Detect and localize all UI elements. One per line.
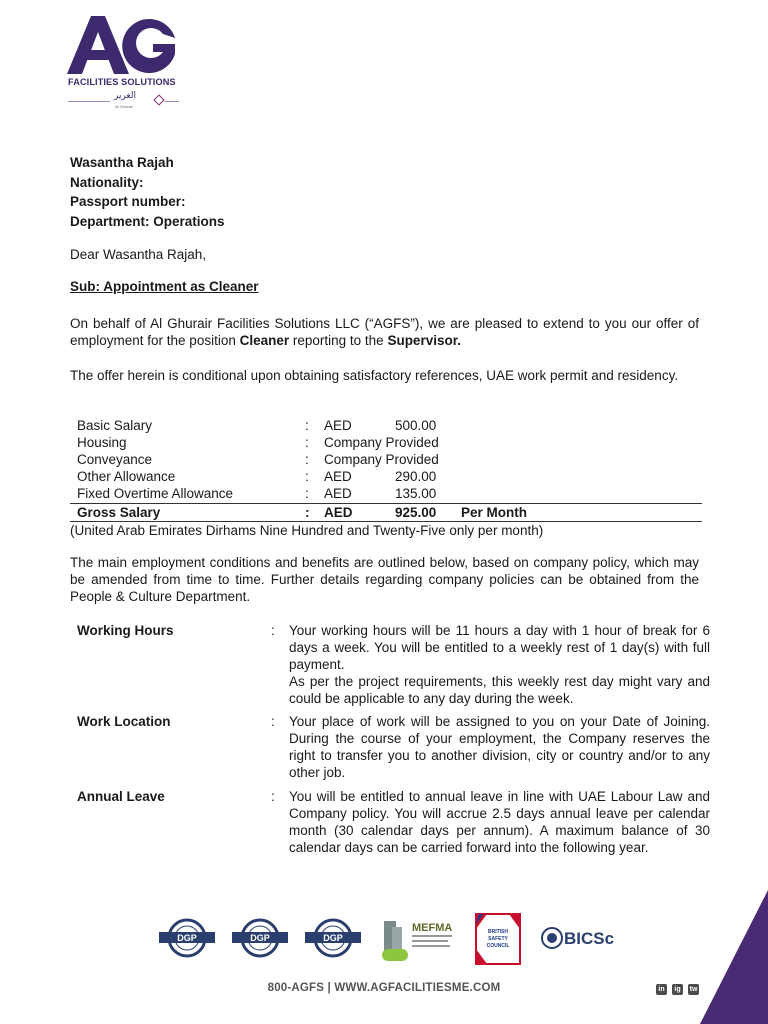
logo-tagline: FACILITIES SOLUTIONS bbox=[68, 77, 176, 87]
section-text bbox=[289, 622, 710, 707]
salary-label: Other Allowance bbox=[77, 469, 176, 484]
salary-row bbox=[70, 485, 702, 502]
conditions-intro: The main employment conditions and benefits are outlined below, based on company policy, which may be amended from time to time. Further details regarding company policies can be obtained from the People & Culture Department. bbox=[70, 555, 699, 604]
salary-currency: AED bbox=[324, 469, 352, 484]
ag-logo-mark bbox=[67, 14, 179, 76]
svg-text:MEFMA: MEFMA bbox=[412, 922, 453, 934]
conditional-paragraph: The offer herein is conditional upon obtaining satisfactory references, UAE work permit and residency. bbox=[70, 368, 679, 383]
salary-currency: Company Provided bbox=[324, 435, 439, 450]
svg-text:BICSc: BICSc bbox=[564, 929, 615, 948]
salary-row bbox=[70, 417, 702, 434]
section-text: You will be entitled to annual leave in line with UAE Labour Law and Company policy. You will accrue 2.5 days annual leave per calendar month (30 calendar days per annum). A maximum balance of 30 calendar days can be carried forward into the following year. bbox=[289, 789, 710, 855]
intro-text-middle: reporting to the bbox=[289, 333, 388, 348]
section-text-part1: Your working hours will be 11 hours a day with 1 hour of break for 6 days a week. You will be entitled to a weekly rest of 1 day(s) with full payment. bbox=[289, 623, 710, 672]
department-label: Department: Operations bbox=[70, 213, 225, 229]
dgp-iso-9001-badge bbox=[157, 917, 217, 959]
linkedin-icon[interactable]: in bbox=[656, 984, 667, 995]
salary-sep: : bbox=[305, 452, 309, 467]
footer-contact: 800-AGFS | WWW.AGFACILITIESME.COM bbox=[267, 982, 501, 994]
gross-label: Gross Salary bbox=[77, 505, 161, 520]
british-safety-council-badge bbox=[475, 913, 521, 965]
logo-arabic-text: الغرير bbox=[114, 91, 137, 101]
mefma-badge bbox=[378, 913, 460, 965]
salary-label: Conveyance bbox=[77, 452, 153, 467]
svg-text:DGP: DGP bbox=[177, 933, 197, 943]
salary-currency: AED bbox=[324, 418, 352, 433]
salary-currency: Company Provided bbox=[324, 452, 439, 467]
position-title: Cleaner bbox=[239, 333, 290, 348]
gross-sep: : bbox=[305, 505, 310, 520]
salary-sep: : bbox=[305, 435, 309, 450]
logo-brand-small: Al Ghurair bbox=[115, 104, 134, 109]
dgp-iso-45001-badge bbox=[303, 917, 363, 959]
supervisor-title: Supervisor bbox=[387, 333, 458, 348]
section-sep: : bbox=[271, 714, 275, 729]
bicsc-badge bbox=[540, 923, 622, 953]
gross-period: Per Month bbox=[461, 505, 527, 520]
section-label: Annual Leave bbox=[77, 789, 165, 804]
salary-sep: : bbox=[305, 418, 309, 433]
svg-text:COUNCIL: COUNCIL bbox=[486, 943, 510, 949]
gross-salary-row bbox=[70, 504, 702, 521]
intro-period: . bbox=[457, 333, 461, 348]
salary-row bbox=[70, 434, 702, 451]
section-text-part2: As per the project requirements, this weekly rest day might vary and could be applicable to any day during the week. bbox=[289, 674, 710, 706]
recipient-block bbox=[70, 153, 225, 231]
greeting: Dear Wasantha Rajah, bbox=[70, 247, 207, 262]
svg-text:DGP: DGP bbox=[323, 933, 343, 943]
svg-text:DGP: DGP bbox=[250, 933, 270, 943]
salary-amount: 290.00 bbox=[395, 469, 437, 484]
nationality-label: Nationality: bbox=[70, 174, 144, 190]
svg-text:SAFETY: SAFETY bbox=[488, 936, 508, 942]
salary-sep: : bbox=[305, 469, 309, 484]
salary-amount: 500.00 bbox=[395, 418, 437, 433]
svg-text:BRITISH: BRITISH bbox=[488, 929, 508, 935]
dgp-iso-14001-badge bbox=[230, 917, 290, 959]
subject-line: Sub: Appointment as Cleaner bbox=[70, 279, 259, 294]
section-label: Working Hours bbox=[77, 623, 174, 638]
salary-row bbox=[70, 468, 702, 485]
salary-currency: AED bbox=[324, 486, 352, 501]
section-text: Your place of work will be assigned to you on your Date of Joining. During the course of your employment, the Company reserves the right to transfer you to another division, city or country and/or to any other job. bbox=[289, 714, 710, 780]
gross-currency: AED bbox=[324, 505, 353, 520]
gross-amount: 925.00 bbox=[395, 505, 437, 520]
salary-table bbox=[70, 417, 702, 539]
salary-label: Fixed Overtime Allowance bbox=[77, 486, 234, 501]
salary-label: Housing bbox=[77, 435, 127, 450]
salary-in-words: (United Arab Emirates Dirhams Nine Hundred and Twenty-Five only per month) bbox=[70, 523, 544, 538]
section-label: Work Location bbox=[77, 714, 171, 729]
logo-divider-right bbox=[165, 101, 179, 102]
salary-amount: 135.00 bbox=[395, 486, 437, 501]
instagram-icon[interactable]: ig bbox=[672, 984, 683, 995]
section-sep: : bbox=[271, 623, 275, 638]
twitter-icon[interactable]: tw bbox=[689, 986, 698, 993]
salary-label: Basic Salary bbox=[77, 418, 153, 433]
logo-divider-left bbox=[68, 101, 110, 102]
passport-label: Passport number: bbox=[70, 194, 186, 209]
recipient-name: Wasantha Rajah bbox=[70, 155, 174, 170]
intro-paragraph bbox=[70, 315, 699, 349]
salary-sep: : bbox=[305, 486, 309, 501]
intro-text: On behalf of Al Ghurair Facilities Solutions LLC (“AGFS”), we are pleased to extend to you our offer of employment for the position bbox=[70, 316, 699, 348]
salary-row bbox=[70, 451, 702, 468]
section-sep: : bbox=[271, 789, 275, 804]
certification-badges bbox=[150, 905, 630, 969]
